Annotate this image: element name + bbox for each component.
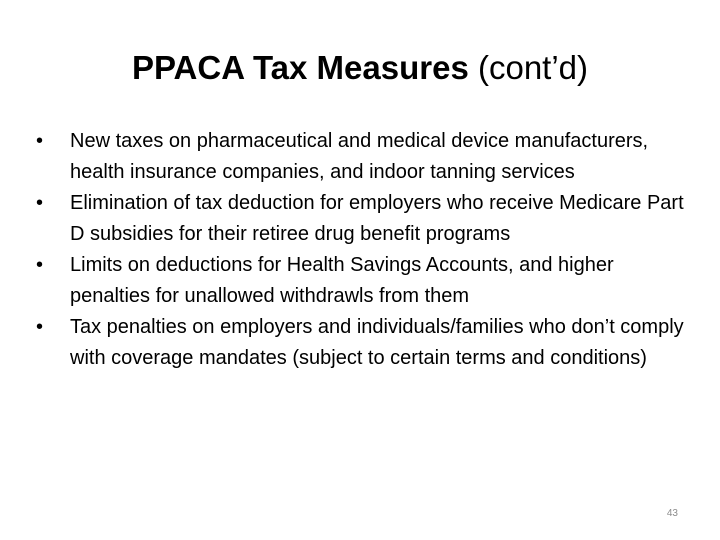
bullet-item [36,126,686,188]
bullet-icon: • [36,254,44,276]
bullet-item [36,250,686,312]
bullet-text: New taxes on pharmaceutical and medical device manufacturers, health insurance companies, and indoor tanning services [70,130,649,183]
bullet-item [36,312,686,374]
bullet-list [36,126,686,374]
slide-title [0,44,720,92]
bullet-icon: • [36,316,44,338]
bullet-icon: • [36,192,44,214]
bullet-text: Limits on deductions for Health Savings Accounts, and higher penalties for unallowed withdrawls from them [70,254,614,307]
bullet-icon: • [36,130,44,152]
bullet-item [36,188,686,250]
bullet-text: Elimination of tax deduction for employers who receive Medicare Part D subsidies for their retiree drug benefit programs [70,192,684,245]
slide-title-main: PPACA Tax Measures [131,49,469,86]
page-number: 43 [666,508,678,519]
slide-title-suffix: (cont’d) [477,49,589,86]
bullet-text: Tax penalties on employers and individuals/families who don’t comply with coverage mandates (subject to certain terms and conditions) [70,316,684,369]
